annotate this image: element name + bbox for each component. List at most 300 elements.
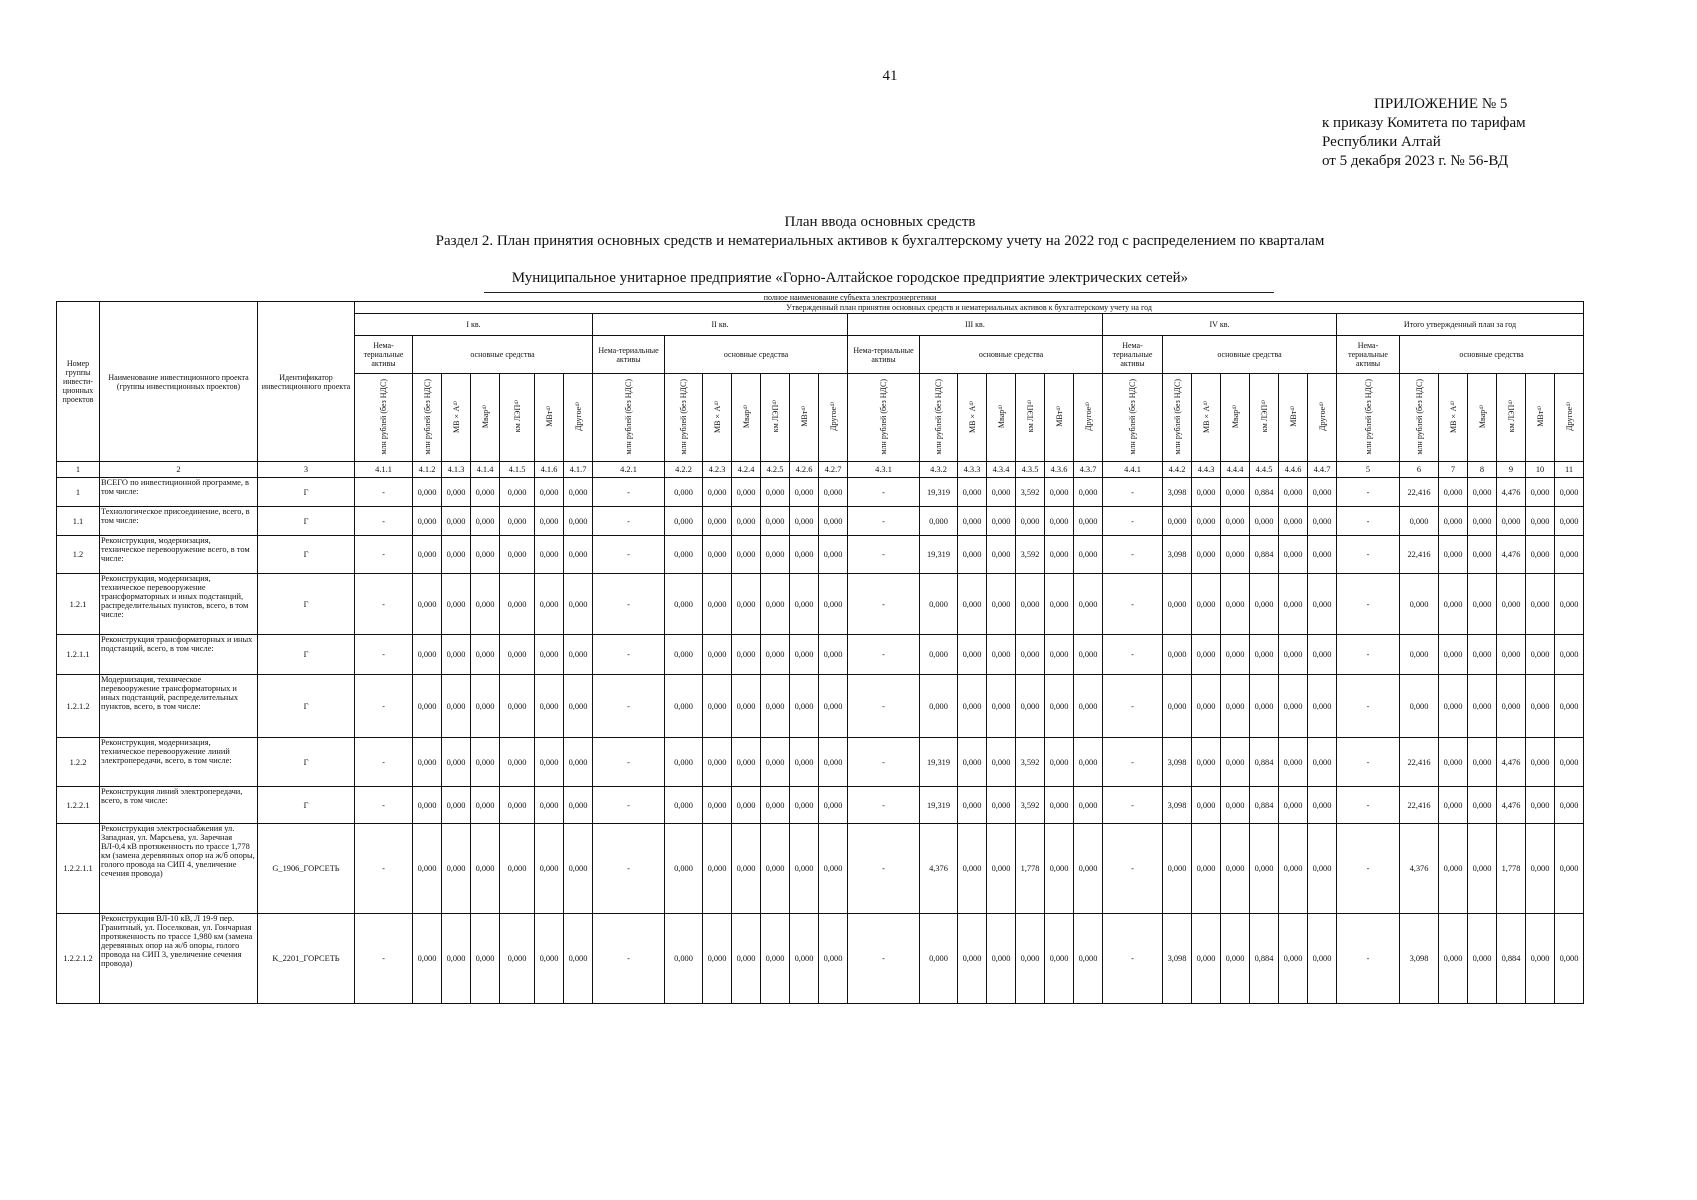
column-number: 11 bbox=[1555, 462, 1584, 478]
row-value: 0,000 bbox=[1526, 914, 1555, 1004]
row-value: 0,000 bbox=[564, 507, 593, 536]
header-intangible-1: Нема-териальные активы bbox=[355, 336, 413, 374]
row-value: 0,000 bbox=[1526, 536, 1555, 574]
row-value: 0,000 bbox=[564, 914, 593, 1004]
header-unit-km-2 bbox=[761, 374, 790, 462]
row-value: 0,000 bbox=[790, 507, 819, 536]
row-value: 0,000 bbox=[413, 635, 442, 675]
row-value: 0,000 bbox=[1526, 675, 1555, 738]
row-value: 0,000 bbox=[1555, 738, 1584, 787]
row-value: 0,000 bbox=[1045, 738, 1074, 787]
row-value: 0,000 bbox=[790, 478, 819, 507]
annex-line-3: Республики Алтай bbox=[1322, 134, 1441, 150]
header-unit-rub-3 bbox=[920, 374, 958, 462]
row-value: 0,000 bbox=[1439, 635, 1468, 675]
column-number: 4.3.4 bbox=[987, 462, 1016, 478]
column-number: 4.4.4 bbox=[1221, 462, 1250, 478]
row-value: 0,000 bbox=[535, 574, 564, 635]
header-unit-mva-2 bbox=[703, 374, 732, 462]
row-value: 0,000 bbox=[1555, 824, 1584, 914]
column-number: 4.2.7 bbox=[819, 462, 848, 478]
header-unit-rub-1 bbox=[355, 374, 413, 462]
row-value: 3,098 bbox=[1163, 914, 1192, 1004]
row-value: 0,000 bbox=[958, 536, 987, 574]
row-value: 0,000 bbox=[987, 478, 1016, 507]
header-approved-plan: Утвержденный план принятия основных средств и нематериальных активов к бухгалтерскому учету на год bbox=[355, 302, 1584, 314]
row-value: - bbox=[593, 574, 665, 635]
row-value: - bbox=[1103, 536, 1163, 574]
row-value: - bbox=[848, 914, 920, 1004]
row-value: 0,000 bbox=[920, 635, 958, 675]
column-number: 2 bbox=[100, 462, 258, 478]
header-project-name: Наименование инвестиционного проекта (группы инвестиционных проектов) bbox=[100, 302, 258, 462]
row-value: 0,000 bbox=[790, 738, 819, 787]
row-value: 0,000 bbox=[1400, 507, 1439, 536]
row-value: 0,000 bbox=[958, 738, 987, 787]
row-value: 3,592 bbox=[1016, 536, 1045, 574]
row-value: 0,000 bbox=[1163, 675, 1192, 738]
row-value: 19,319 bbox=[920, 536, 958, 574]
row-value: 0,000 bbox=[500, 787, 535, 824]
column-number: 4.4.6 bbox=[1279, 462, 1308, 478]
header-unit-km-1 bbox=[500, 374, 535, 462]
row-value: - bbox=[355, 507, 413, 536]
row-value: - bbox=[1337, 738, 1400, 787]
row-value: 0,000 bbox=[1074, 635, 1103, 675]
row-value: 0,000 bbox=[1221, 507, 1250, 536]
header-total-year: Итого утвержденный план за год bbox=[1337, 314, 1584, 336]
row-value: 0,000 bbox=[665, 478, 703, 507]
row-value: 0,000 bbox=[665, 507, 703, 536]
header-unit-mw-2-text: МВт⁴⁾ bbox=[799, 406, 809, 427]
row-value: - bbox=[1337, 824, 1400, 914]
row-value: - bbox=[1103, 574, 1163, 635]
header-quarter-2: II кв. bbox=[593, 314, 848, 336]
row-project-id: Г bbox=[258, 787, 355, 824]
row-value: - bbox=[848, 574, 920, 635]
header-unit-rub-2-text: млн рублей (без НДС) bbox=[624, 378, 633, 455]
header-unit-other-3 bbox=[1074, 374, 1103, 462]
header-fixed-assets-4: основные средства bbox=[1163, 336, 1337, 374]
row-value: 0,000 bbox=[1279, 478, 1308, 507]
row-value: 0,000 bbox=[1308, 635, 1337, 675]
column-number: 4.2.3 bbox=[703, 462, 732, 478]
header-unit-mvar-5-text: Мвар⁴⁾ bbox=[1477, 404, 1487, 429]
table-row bbox=[57, 675, 1584, 738]
header-unit-rub-4-text: млн рублей (без НДС) bbox=[1172, 378, 1182, 455]
row-project-name: Реконструкция трансформаторных и иных подстанций, всего, в том числе: bbox=[100, 635, 258, 675]
row-value: - bbox=[593, 635, 665, 675]
row-project-id: Г bbox=[258, 635, 355, 675]
row-value: 0,000 bbox=[1468, 914, 1497, 1004]
column-number: 6 bbox=[1400, 462, 1439, 478]
row-value: 0,000 bbox=[1555, 478, 1584, 507]
row-value: 0,000 bbox=[732, 478, 761, 507]
row-value: 0,000 bbox=[1221, 478, 1250, 507]
header-unit-mw-3 bbox=[1045, 374, 1074, 462]
row-project-id: K_2201_ГОРСЕТЬ bbox=[258, 914, 355, 1004]
header-unit-other-1 bbox=[564, 374, 593, 462]
row-value: 0,000 bbox=[442, 478, 471, 507]
row-value: 0,000 bbox=[958, 914, 987, 1004]
row-number: 1.2.1.2 bbox=[57, 675, 100, 738]
header-project-id: Идентификатор инвестиционного проекта bbox=[258, 302, 355, 462]
row-value: 0,000 bbox=[471, 675, 500, 738]
row-value: 0,000 bbox=[790, 914, 819, 1004]
row-value: 0,000 bbox=[665, 675, 703, 738]
header-unit-mvar-5 bbox=[1468, 374, 1497, 462]
row-value: - bbox=[1337, 675, 1400, 738]
row-number: 1.2.2.1.1 bbox=[57, 824, 100, 914]
table-row bbox=[57, 914, 1584, 1004]
row-number: 1.2 bbox=[57, 536, 100, 574]
row-value: 0,000 bbox=[987, 536, 1016, 574]
row-value: - bbox=[593, 536, 665, 574]
row-value: 0,000 bbox=[761, 478, 790, 507]
row-number: 1.2.2.1 bbox=[57, 787, 100, 824]
row-value: 0,000 bbox=[500, 478, 535, 507]
column-number: 4.4.7 bbox=[1308, 462, 1337, 478]
row-value: 0,000 bbox=[1045, 787, 1074, 824]
row-value: 0,000 bbox=[987, 574, 1016, 635]
row-value: - bbox=[848, 675, 920, 738]
row-value: 22,416 bbox=[1400, 738, 1439, 787]
header-unit-km-3-text: км ЛЭП⁴⁾ bbox=[1025, 400, 1035, 433]
column-number: 4.3.7 bbox=[1074, 462, 1103, 478]
row-value: 0,000 bbox=[1192, 787, 1221, 824]
row-value: - bbox=[848, 478, 920, 507]
row-value: 0,000 bbox=[471, 574, 500, 635]
annex-block bbox=[1322, 95, 1526, 171]
table-row bbox=[57, 635, 1584, 675]
column-number: 4.2.2 bbox=[665, 462, 703, 478]
column-number: 4.3.2 bbox=[920, 462, 958, 478]
row-value: - bbox=[355, 574, 413, 635]
row-value: 3,098 bbox=[1163, 478, 1192, 507]
row-value: 0,000 bbox=[703, 824, 732, 914]
row-value: 0,000 bbox=[958, 507, 987, 536]
row-value: 0,000 bbox=[1468, 507, 1497, 536]
column-number: 4.2.6 bbox=[790, 462, 819, 478]
row-value: - bbox=[593, 675, 665, 738]
row-value: 0,000 bbox=[1250, 574, 1279, 635]
header-unit-other-2-text: Другое⁴⁾ bbox=[828, 402, 838, 431]
header-unit-mva-1-text: МВ×А⁴⁾ bbox=[451, 400, 461, 433]
header-fixed-assets-5: основные средства bbox=[1400, 336, 1584, 374]
row-value: 0,000 bbox=[1526, 574, 1555, 635]
row-number: 1.2.2.1.2 bbox=[57, 914, 100, 1004]
row-project-id: Г bbox=[258, 675, 355, 738]
header-unit-km-2-text: км ЛЭП⁴⁾ bbox=[770, 400, 780, 433]
column-number: 4.4.2 bbox=[1163, 462, 1192, 478]
row-value: 0,000 bbox=[761, 635, 790, 675]
row-value: 3,098 bbox=[1163, 787, 1192, 824]
row-value: 0,000 bbox=[535, 787, 564, 824]
header-unit-mvar-4-text: Мвар⁴⁾ bbox=[1230, 404, 1240, 429]
row-value: 0,000 bbox=[665, 536, 703, 574]
header-group-number: Номер группы инвести-ционных проектов bbox=[57, 302, 100, 462]
row-value: - bbox=[355, 914, 413, 1004]
column-number: 4.1.1 bbox=[355, 462, 413, 478]
row-value: 0,000 bbox=[1555, 574, 1584, 635]
row-value: 0,000 bbox=[761, 787, 790, 824]
header-unit-mw-1-text: МВт⁴⁾ bbox=[544, 406, 554, 427]
header-unit-mw-5-text: МВт⁴⁾ bbox=[1535, 406, 1545, 427]
organization-name: Муниципальное унитарное предприятие «Горно-Алтайское городское предприятие электрических сетей» bbox=[511, 270, 1189, 286]
row-value: 0,000 bbox=[819, 675, 848, 738]
row-value: 0,000 bbox=[1497, 675, 1526, 738]
header-intangible-5: Нема-териальные активы bbox=[1337, 336, 1400, 374]
header-unit-other-5-text: Другое⁴⁾ bbox=[1564, 402, 1574, 431]
row-value: 0,000 bbox=[1439, 914, 1468, 1004]
column-number: 1 bbox=[57, 462, 100, 478]
row-value: 0,000 bbox=[1468, 675, 1497, 738]
row-value: 0,000 bbox=[1045, 635, 1074, 675]
row-value: 0,000 bbox=[564, 787, 593, 824]
row-value: 0,000 bbox=[413, 914, 442, 1004]
header-unit-km-5 bbox=[1497, 374, 1526, 462]
header-quarter-3: III кв. bbox=[848, 314, 1103, 336]
row-value: 0,000 bbox=[442, 787, 471, 824]
row-value: - bbox=[593, 914, 665, 1004]
row-value: 0,000 bbox=[665, 824, 703, 914]
column-number: 5 bbox=[1337, 462, 1400, 478]
row-value: 0,000 bbox=[1192, 675, 1221, 738]
row-value: 0,000 bbox=[413, 507, 442, 536]
column-number: 4.1.4 bbox=[471, 462, 500, 478]
row-value: 0,000 bbox=[413, 787, 442, 824]
row-value: 0,000 bbox=[535, 478, 564, 507]
column-number-row bbox=[57, 462, 1584, 478]
row-value: 0,000 bbox=[1045, 478, 1074, 507]
column-number: 10 bbox=[1526, 462, 1555, 478]
row-project-id: Г bbox=[258, 507, 355, 536]
row-value: 0,000 bbox=[1497, 635, 1526, 675]
row-value: 0,884 bbox=[1250, 914, 1279, 1004]
row-value: 0,000 bbox=[1016, 635, 1045, 675]
row-value: 0,000 bbox=[471, 738, 500, 787]
row-value: 0,000 bbox=[1400, 675, 1439, 738]
row-project-name: Реконструкция линий электропередачи, всего, в том числе: bbox=[100, 787, 258, 824]
column-number: 4.3.5 bbox=[1016, 462, 1045, 478]
row-value: 0,000 bbox=[1016, 507, 1045, 536]
row-project-name: Технологическое присоединение, всего, в том числе: bbox=[100, 507, 258, 536]
row-project-name: Модернизация, техническое перевооружение трансформаторных и иных подстанций, распределительных пунктов, всего, в том числе: bbox=[100, 675, 258, 738]
row-value: 0,000 bbox=[1279, 738, 1308, 787]
row-value: 0,000 bbox=[1221, 824, 1250, 914]
column-number: 4.1.6 bbox=[535, 462, 564, 478]
row-project-name: ВСЕГО по инвестиционной программе, в том числе: bbox=[100, 478, 258, 507]
row-value: - bbox=[355, 738, 413, 787]
row-value: 0,884 bbox=[1497, 914, 1526, 1004]
row-value: 3,098 bbox=[1163, 738, 1192, 787]
row-value: 0,000 bbox=[1279, 574, 1308, 635]
header-unit-rub-5-text: млн рублей (без НДС) bbox=[1363, 378, 1373, 455]
row-value: - bbox=[848, 635, 920, 675]
row-value: 0,000 bbox=[1221, 914, 1250, 1004]
header-unit-km-4 bbox=[1250, 374, 1279, 462]
header-unit-mva-4-text: МВ×А⁴⁾ bbox=[1201, 400, 1211, 433]
row-value: 0,000 bbox=[500, 574, 535, 635]
row-value: 19,319 bbox=[920, 787, 958, 824]
header-fixed-assets-1: основные средства bbox=[413, 336, 593, 374]
row-value: - bbox=[1103, 787, 1163, 824]
row-value: 0,000 bbox=[1439, 574, 1468, 635]
row-value: 0,000 bbox=[413, 675, 442, 738]
row-value: 0,000 bbox=[1526, 635, 1555, 675]
column-number: 4.1.2 bbox=[413, 462, 442, 478]
row-value: 0,000 bbox=[987, 787, 1016, 824]
row-value: - bbox=[1337, 787, 1400, 824]
row-value: 4,376 bbox=[1400, 824, 1439, 914]
row-value: 0,000 bbox=[703, 738, 732, 787]
row-value: 3,592 bbox=[1016, 478, 1045, 507]
row-value: 19,319 bbox=[920, 478, 958, 507]
row-value: 0,000 bbox=[987, 507, 1016, 536]
row-value: 0,000 bbox=[790, 824, 819, 914]
row-value: 0,000 bbox=[1308, 574, 1337, 635]
column-number: 4.3.3 bbox=[958, 462, 987, 478]
row-value: 0,000 bbox=[1279, 635, 1308, 675]
row-value: 0,000 bbox=[819, 536, 848, 574]
header-quarter-1: I кв. bbox=[355, 314, 593, 336]
row-project-name: Реконструкция, модернизация, техническое перевооружение всего, в том числе: bbox=[100, 536, 258, 574]
annex-line-4: от 5 декабря 2023 г. № 56-ВД bbox=[1322, 153, 1509, 169]
row-value: 0,000 bbox=[761, 675, 790, 738]
header-unit-rub-3-text: млн рублей (без НДС) bbox=[879, 378, 888, 455]
header-unit-other-4 bbox=[1308, 374, 1337, 462]
row-value: 0,000 bbox=[1045, 536, 1074, 574]
column-number: 4.1.5 bbox=[500, 462, 535, 478]
row-project-name: Реконструкция, модернизация, техническое перевооружение линий электропередачи, всего, в том числе: bbox=[100, 738, 258, 787]
header-unit-mw-3-text: МВт⁴⁾ bbox=[1054, 406, 1064, 427]
column-number: 4.3.6 bbox=[1045, 462, 1074, 478]
row-value: 0,000 bbox=[819, 738, 848, 787]
row-value: 0,000 bbox=[442, 536, 471, 574]
row-number: 1.2.2 bbox=[57, 738, 100, 787]
row-value: 0,000 bbox=[958, 824, 987, 914]
header-unit-mvar-3-text: Мвар⁴⁾ bbox=[996, 404, 1006, 429]
row-value: 0,000 bbox=[1192, 824, 1221, 914]
row-value: 0,000 bbox=[1308, 536, 1337, 574]
row-value: 4,476 bbox=[1497, 738, 1526, 787]
header-unit-rub-1-text: млн рублей (без НДС) bbox=[422, 378, 432, 455]
row-value: - bbox=[593, 824, 665, 914]
header-unit-mvar-2-text: Мвар⁴⁾ bbox=[741, 404, 751, 429]
column-number: 4.3.1 bbox=[848, 462, 920, 478]
header-unit-mvar-3 bbox=[987, 374, 1016, 462]
header-unit-mw-2 bbox=[790, 374, 819, 462]
row-value: - bbox=[1337, 478, 1400, 507]
column-number: 4.1.7 bbox=[564, 462, 593, 478]
row-value: 0,000 bbox=[1279, 536, 1308, 574]
header-unit-other-1-text: Другое⁴⁾ bbox=[573, 402, 583, 431]
row-value: 0,000 bbox=[665, 574, 703, 635]
header-unit-rub-4 bbox=[1103, 374, 1163, 462]
row-value: 0,000 bbox=[761, 738, 790, 787]
header-intangible-4: Нема-териальные активы bbox=[1103, 336, 1163, 374]
row-value: 0,000 bbox=[958, 787, 987, 824]
header-unit-rub-2 bbox=[593, 374, 665, 462]
row-value: 0,000 bbox=[1439, 738, 1468, 787]
row-value: - bbox=[355, 478, 413, 507]
header-unit-rub-5 bbox=[1400, 374, 1439, 462]
row-value: 0,000 bbox=[1045, 507, 1074, 536]
organization-caption: полное наименование субъекта электроэнергетики bbox=[763, 293, 937, 302]
row-value: 22,416 bbox=[1400, 536, 1439, 574]
row-value: - bbox=[1103, 738, 1163, 787]
row-value: 0,000 bbox=[1439, 478, 1468, 507]
row-value: 0,000 bbox=[1555, 914, 1584, 1004]
row-value: - bbox=[1103, 478, 1163, 507]
column-number: 3 bbox=[258, 462, 355, 478]
table-row bbox=[57, 824, 1584, 914]
row-value: 0,000 bbox=[564, 536, 593, 574]
row-value: 0,000 bbox=[1526, 787, 1555, 824]
row-value: 0,000 bbox=[1468, 478, 1497, 507]
row-value: 0,884 bbox=[1250, 787, 1279, 824]
column-number: 4.2.1 bbox=[593, 462, 665, 478]
row-value: 0,000 bbox=[703, 914, 732, 1004]
row-value: 0,000 bbox=[1016, 675, 1045, 738]
row-value: 0,000 bbox=[1526, 738, 1555, 787]
row-value: 0,000 bbox=[920, 675, 958, 738]
row-value: 0,000 bbox=[1221, 738, 1250, 787]
row-value: 0,000 bbox=[987, 635, 1016, 675]
row-value: 0,000 bbox=[703, 787, 732, 824]
row-value: 0,000 bbox=[1308, 738, 1337, 787]
header-unit-mw-1 bbox=[535, 374, 564, 462]
row-value: 0,000 bbox=[1468, 787, 1497, 824]
row-value: 0,000 bbox=[1045, 914, 1074, 1004]
row-value: - bbox=[355, 635, 413, 675]
row-value: 4,476 bbox=[1497, 787, 1526, 824]
row-value: 0,000 bbox=[1308, 914, 1337, 1004]
row-value: 0,000 bbox=[732, 787, 761, 824]
row-value: 0,000 bbox=[1439, 507, 1468, 536]
row-value: 0,000 bbox=[535, 675, 564, 738]
column-number: 4.4.5 bbox=[1250, 462, 1279, 478]
header-unit-km-3 bbox=[1016, 374, 1045, 462]
row-value: 0,000 bbox=[535, 738, 564, 787]
row-value: 0,000 bbox=[1074, 824, 1103, 914]
row-value: 0,000 bbox=[761, 914, 790, 1004]
row-project-id: Г bbox=[258, 478, 355, 507]
row-value: 0,000 bbox=[500, 914, 535, 1004]
row-value: 0,000 bbox=[703, 536, 732, 574]
row-value: 0,000 bbox=[819, 914, 848, 1004]
row-value: 3,592 bbox=[1016, 787, 1045, 824]
header-fixed-assets-3: основные средства bbox=[920, 336, 1103, 374]
row-value: 0,000 bbox=[1439, 787, 1468, 824]
row-value: 0,000 bbox=[703, 478, 732, 507]
header-intangible-2: Нема-териальные активы bbox=[593, 336, 665, 374]
row-value: 0,000 bbox=[790, 536, 819, 574]
row-value: 0,000 bbox=[1497, 507, 1526, 536]
header-unit-mvar-1-text: Мвар⁴⁾ bbox=[480, 404, 490, 429]
header-unit-mva-5-text: МВ×А⁴⁾ bbox=[1448, 400, 1458, 433]
row-value: 0,000 bbox=[413, 738, 442, 787]
row-value: 0,000 bbox=[442, 507, 471, 536]
column-number: 4.2.5 bbox=[761, 462, 790, 478]
header-unit-mw-4-text: МВт⁴⁾ bbox=[1288, 406, 1298, 427]
row-value: 0,000 bbox=[1221, 675, 1250, 738]
row-value: 0,000 bbox=[1192, 738, 1221, 787]
header-unit-mva-1 bbox=[442, 374, 471, 462]
row-project-id: Г bbox=[258, 574, 355, 635]
row-value: - bbox=[1103, 507, 1163, 536]
row-value: 0,000 bbox=[1526, 478, 1555, 507]
